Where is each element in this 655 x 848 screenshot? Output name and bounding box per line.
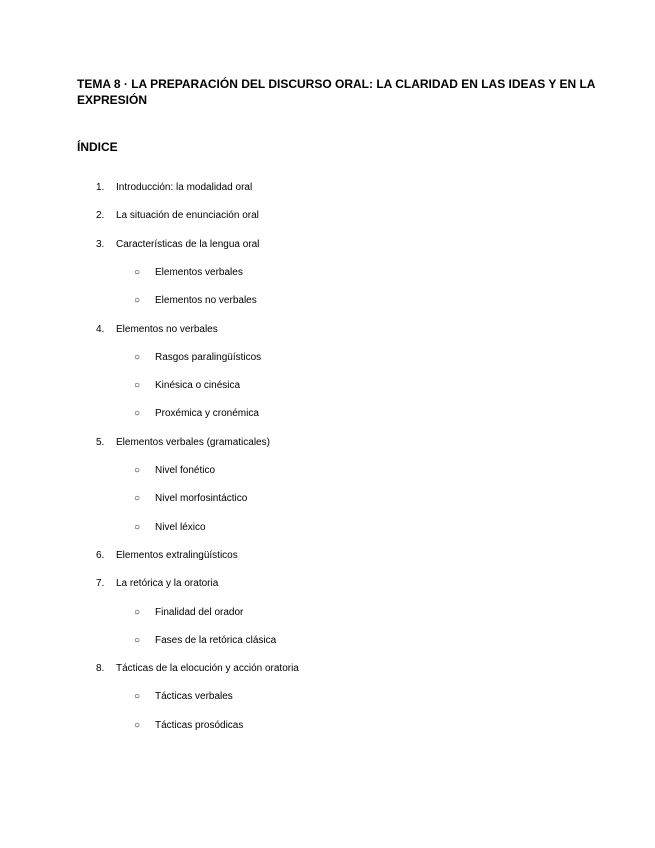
- toc-subitem-label: Nivel léxico: [155, 522, 206, 533]
- toc-subitem-label: Rasgos paralingüísticos: [155, 352, 262, 363]
- toc-subitem-label: Nivel fonético: [155, 465, 216, 476]
- toc-subitem-label: Tácticas verbales: [155, 691, 233, 702]
- hollow-circle-bullet-icon: ○: [134, 295, 141, 306]
- toc-subitem-label: Elementos no verbales: [155, 295, 257, 306]
- hollow-circle-bullet-icon: ○: [134, 635, 141, 646]
- hollow-circle-bullet-icon: ○: [134, 607, 141, 618]
- toc-subitem-label: Tácticas prosódicas: [155, 720, 244, 731]
- toc-item-label: Elementos verbales (gramaticales): [116, 437, 270, 448]
- toc-item-label: Características de la lengua oral: [116, 239, 260, 250]
- toc-item-label: Introducción: la modalidad oral: [116, 182, 253, 193]
- toc-item-number: 6.: [96, 550, 105, 561]
- toc-item-number: 8.: [96, 663, 105, 674]
- toc-item-label: La retórica y la oratoria: [116, 578, 219, 589]
- hollow-circle-bullet-icon: ○: [134, 691, 141, 702]
- hollow-circle-bullet-icon: ○: [134, 720, 141, 731]
- toc-subitem-label: Finalidad del orador: [155, 607, 244, 618]
- toc-subitem-label: Elementos verbales: [155, 267, 243, 278]
- hollow-circle-bullet-icon: ○: [134, 522, 141, 533]
- toc-item-number: 7.: [96, 578, 105, 589]
- toc-item-number: 5.: [96, 437, 105, 448]
- toc-item-label: Elementos extralingüísticos: [116, 550, 238, 561]
- toc-item-number: 1.: [96, 182, 105, 193]
- hollow-circle-bullet-icon: ○: [134, 380, 141, 391]
- toc-item-number: 4.: [96, 324, 105, 335]
- toc-item-number: 2.: [96, 210, 105, 221]
- toc-item-label: La situación de enunciación oral: [116, 210, 259, 221]
- hollow-circle-bullet-icon: ○: [134, 465, 141, 476]
- toc-subitem-label: Kinésica o cinésica: [155, 380, 241, 391]
- hollow-circle-bullet-icon: ○: [134, 493, 141, 504]
- document-title: TEMA 8 · LA PREPARACIÓN DEL DISCURSO ORAL: LA CLARIDAD EN LAS IDEAS Y EN LA EXPRESIÓN: [77, 77, 596, 107]
- toc-item-label: Elementos no verbales: [116, 324, 218, 335]
- hollow-circle-bullet-icon: ○: [134, 267, 141, 278]
- toc-item-number: 3.: [96, 239, 105, 250]
- toc-subitem-label: Nivel morfosintáctico: [155, 493, 248, 504]
- toc-subitem-label: Proxémica y cronémica: [155, 408, 259, 419]
- hollow-circle-bullet-icon: ○: [134, 352, 141, 363]
- toc-subitem-label: Fases de la retórica clásica: [155, 635, 277, 646]
- toc-item-label: Tácticas de la elocución y acción oratoria: [116, 663, 299, 674]
- index-heading: ÍNDICE: [77, 140, 118, 154]
- hollow-circle-bullet-icon: ○: [134, 408, 141, 419]
